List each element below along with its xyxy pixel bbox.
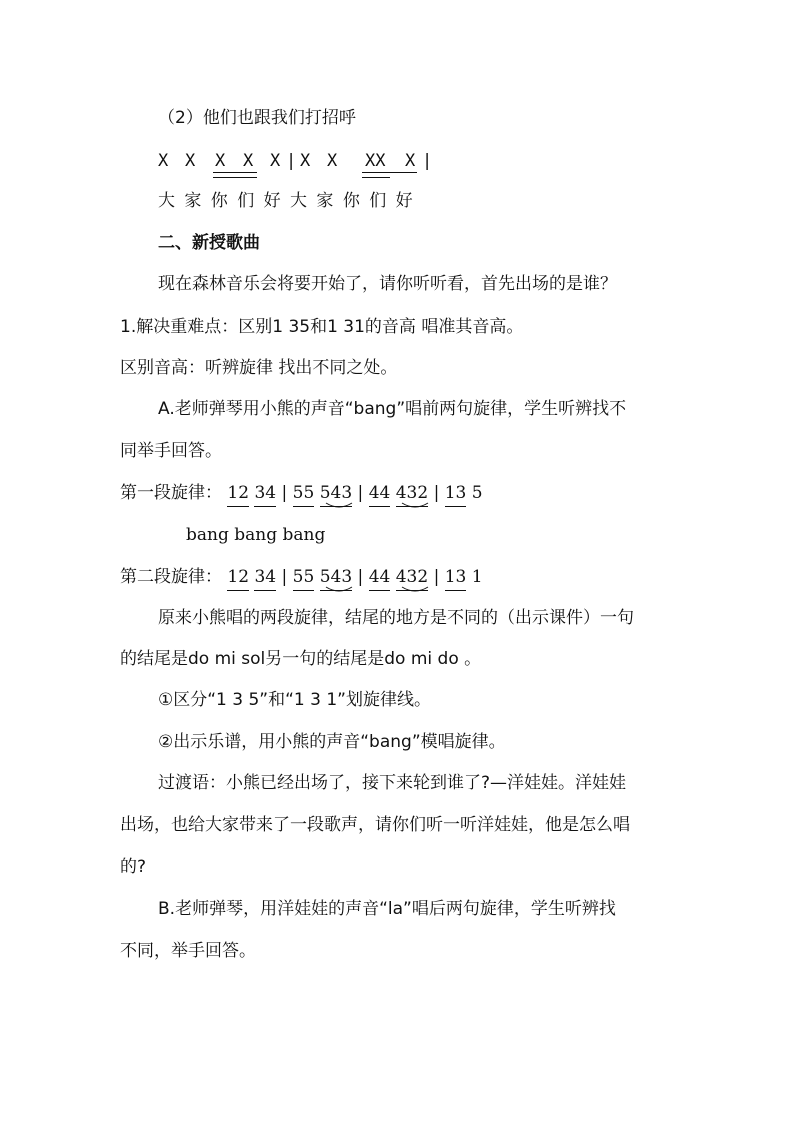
melody1-label: 第一段旋律：	[120, 483, 222, 503]
rhythm-row	[0, 150, 794, 180]
bang-syllables: bang bang bang	[186, 525, 326, 545]
section-heading: 二、新授歌曲	[158, 233, 260, 253]
barline: |	[357, 483, 364, 503]
slur-mark	[400, 501, 430, 511]
rhythm-symbol: X	[185, 151, 196, 171]
rhythm-symbol: X	[300, 151, 311, 171]
barline: |	[286, 151, 297, 171]
rhythm-symbol: X	[243, 151, 254, 171]
rhythm-symbol: X	[327, 151, 338, 171]
key-point-1: 1.解决重难点：区别1 35和1 31的音高 唱准其音高。	[120, 317, 524, 337]
note-group: 13	[444, 483, 467, 503]
note-group: 12	[227, 483, 250, 503]
transition-line2: 出场，也给大家带来了一段歌声，请你们听一听洋娃娃，他是怎么唱	[120, 815, 630, 835]
rhythm-symbol: XX	[365, 151, 386, 171]
barline: |	[422, 151, 433, 171]
rhythm-symbol: X	[270, 151, 281, 171]
step-1: ①区分“1 3 5”和“1 3 1”划旋律线。	[158, 690, 431, 710]
rhythm-beam	[213, 177, 257, 178]
rhythm-symbol: X	[215, 151, 226, 171]
barline: |	[281, 567, 288, 587]
note-group: 543	[319, 567, 353, 587]
note-group: 55	[292, 567, 315, 587]
note-group: 432	[395, 567, 429, 587]
melody2-label: 第二段旋律：	[120, 567, 222, 587]
greeting-heading: （2）他们也跟我们打招呼	[158, 108, 356, 128]
slur-mark	[324, 585, 354, 595]
explain-line1: 原来小熊唱的两段旋律，结尾的地方是不同的（出示课件）一句	[158, 608, 634, 628]
note-group: 44	[368, 567, 391, 587]
transition-line3: 的?	[120, 857, 147, 877]
rhythm-symbol: X	[405, 151, 416, 171]
greeting-lyrics: 大 家 你 们 好 大 家 你 们 好	[158, 191, 413, 211]
note: 1	[471, 567, 483, 587]
note-group: 44	[368, 483, 391, 503]
activity-a-line1: A.老师弹琴用小熊的声音“bang”唱前两句旋律，学生听辨找不	[158, 399, 627, 419]
step-2: ②出示乐谱，用小熊的声音“bang”模唱旋律。	[158, 732, 506, 752]
explain-line2: 的结尾是do mi sol另一句的结尾是do mi do 。	[120, 649, 482, 669]
activity-b-line2: 不同，举手回答。	[120, 941, 256, 961]
rhythm-symbol: X	[158, 151, 169, 171]
activity-b-line1: B.老师弹琴，用洋娃娃的声音“la”唱后两句旋律，学生听辨找	[158, 899, 616, 919]
activity-a-line2: 同举手回答。	[120, 441, 222, 461]
slur-mark	[324, 501, 354, 511]
barline: |	[433, 567, 440, 587]
rhythm-beam	[362, 177, 390, 178]
note-group: 432	[395, 483, 429, 503]
barline: |	[281, 483, 288, 503]
note-group: 12	[227, 567, 250, 587]
note-group: 55	[292, 483, 315, 503]
slur-mark	[400, 585, 430, 595]
note-group: 34	[254, 483, 277, 503]
rhythm-beam	[213, 172, 257, 173]
rhythm-beam	[362, 172, 417, 173]
intro-paragraph: 现在森林音乐会将要开始了，请你听听看，首先出场的是谁？	[158, 274, 617, 294]
note-group: 34	[254, 567, 277, 587]
barline: |	[433, 483, 440, 503]
note: 5	[471, 483, 483, 503]
note-group: 543	[319, 483, 353, 503]
transition-line1: 过渡语：小熊已经出场了，接下来轮到谁了?—洋娃娃。洋娃娃	[158, 773, 627, 793]
note-group: 13	[444, 567, 467, 587]
distinguish-text: 区别音高：听辨旋律 找出不同之处。	[120, 358, 398, 378]
barline: |	[357, 567, 364, 587]
